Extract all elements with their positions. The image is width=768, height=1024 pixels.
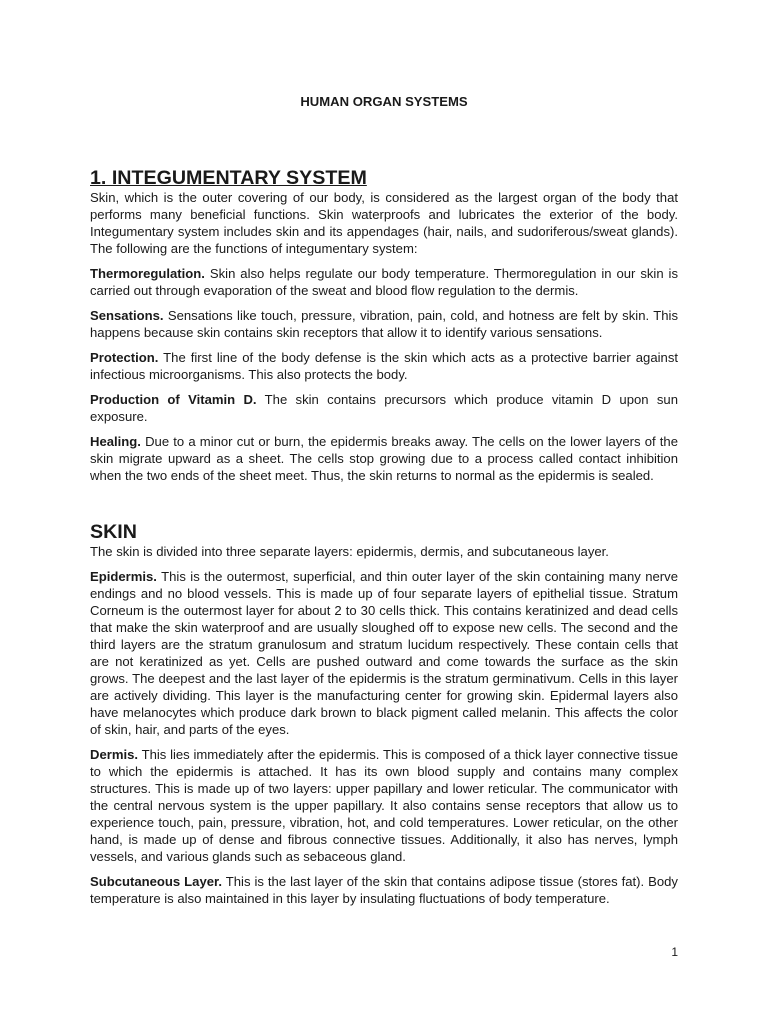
term-label: Protection.	[90, 350, 159, 365]
function-sensations	[90, 307, 678, 341]
term-label: Thermoregulation.	[90, 266, 205, 281]
term-label: Production of Vitamin D.	[90, 392, 257, 407]
term-text: This lies immediately after the epidermis. This is composed of a thick layer connective tissue to which the epidermis is attached. It has its own blood supply and contains many complex structures. This is made up of two layers: upper papillary and lower reticular. The communicator with the central nervous system is the upper papillary. It also contains sense receptors that allow us to experience touch, pain, pressure, vibration, hot, and cold temperatures. Lower reticular, on the other hand, is made up of dense and fibrous connective tissues. Additionally, it also has nerves, lymph vessels, and various glands such as sebaceous gland.	[90, 747, 678, 864]
term-label: Dermis.	[90, 747, 139, 762]
layer-dermis	[90, 746, 678, 865]
integumentary-intro: Skin, which is the outer covering of our body, is considered as the largest organ of the body that performs many beneficial functions. Skin waterproofs and lubricates the exterior of the body. Integumentary system includes skin and its appendages (hair, nails, and sudoriferous/sweat glands). The following are the functions of integumentary system:	[90, 190, 678, 256]
function-vitamin-d	[90, 391, 678, 425]
function-thermoregulation	[90, 265, 678, 299]
term-label: Subcutaneous Layer.	[90, 874, 223, 889]
spacer	[90, 110, 678, 170]
function-protection	[90, 349, 678, 383]
term-text: Due to a minor cut or burn, the epidermis breaks away. The cells on the lower layers of the skin migrate upward as a sheet. The cells stop growing due to a process called contact inhibition when the two ends of the sheet meet. Thus, the skin returns to normal as the epidermis is sealed.	[90, 434, 678, 483]
document-title: HUMAN ORGAN SYSTEMS	[300, 94, 468, 109]
layer-epidermis	[90, 568, 678, 738]
spacer	[90, 492, 678, 524]
term-label: Epidermis.	[90, 569, 157, 584]
function-healing	[90, 433, 678, 484]
term-text: This is the outermost, superficial, and thin outer layer of the skin containing many nerve endings and no blood vessels. This is made up of four separate layers of epithelial tissue. Stratum Corneum is the outermost layer for about 2 to 30 cells thick. This contains keratinized and dead cells that make the skin waterproof and are usually sloughed off to expose new cells. The second and the third layers are the stratum granulosum and stratum lucidum respectively. These contain cells that are not keratinized as yet. Cells are pushed outward and come towards the surface as the skin grows. The deepest and the last layer of the epidermis is the stratum germinativum. Cells in this layer are actively dividing. This layer is the manufacturing center for growing skin. Epidermal layers also have melanocytes which produce dark brown to black pigment called melanin. This affects the color of skin, hair, and parts of the eyes.	[90, 569, 678, 737]
term-text: Skin also helps regulate our body temperature. Thermoregulation in our skin is carried out through evaporation of the sweat and blood flow regulation to the dermis.	[90, 266, 678, 298]
section-heading-integumentary: 1. INTEGUMENTARY SYSTEM	[90, 167, 367, 189]
term-label: Healing.	[90, 434, 141, 449]
term-text: This is the last layer of the skin that contains adipose tissue (stores fat). Body temperature is also maintained in this layer by insulating fluctuations of body temperature.	[90, 874, 678, 906]
term-text: The first line of the body defense is the skin which acts as a protective barrier against infectious microorganisms. This also protects the body.	[90, 350, 678, 382]
term-text: Sensations like touch, pressure, vibration, pain, cold, and hotness are felt by skin. This happens because skin contains skin receptors that allow it to identify various sensations.	[90, 308, 678, 340]
section-heading-skin: SKIN	[90, 521, 137, 543]
skin-intro: The skin is divided into three separate layers: epidermis, dermis, and subcutaneous layer.	[90, 544, 609, 559]
term-text: The skin contains precursors which produce vitamin D upon sun exposure.	[90, 392, 678, 424]
page-number: 1	[671, 945, 678, 959]
layer-subcutaneous	[90, 873, 678, 907]
page-content	[90, 93, 678, 915]
term-label: Sensations.	[90, 308, 164, 323]
